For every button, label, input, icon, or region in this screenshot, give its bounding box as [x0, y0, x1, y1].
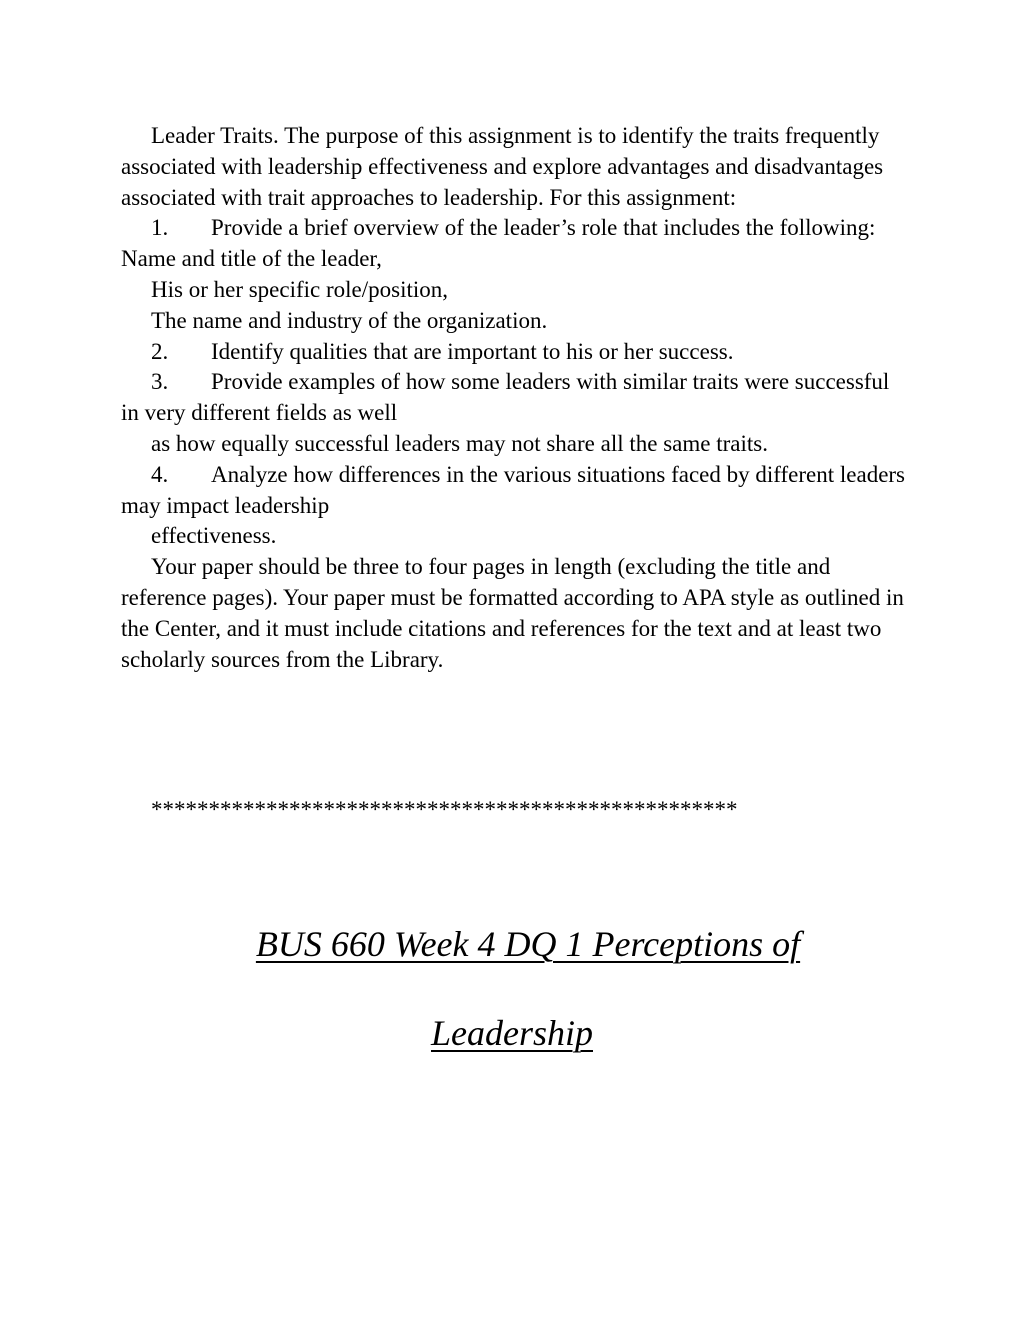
heading-line-1-text: BUS 660 Week 4 DQ 1 Perceptions of [255, 924, 801, 964]
list-number-3: 3. [151, 369, 169, 395]
list-number-1: 1. [151, 215, 169, 241]
list-item-2 [121, 337, 911, 368]
list-item-3-text: Provide examples of how some leaders with similar traits were successful in very different fields as well [121, 369, 890, 426]
list-item-4-text: Analyze how differences in the various situations faced by different leaders may impact leadership [121, 461, 906, 518]
asterisk-separator: *************************************************** [151, 797, 738, 822]
list-item-1-line-3: The name and industry of the organization. [151, 307, 548, 333]
list-item-3 [121, 367, 911, 429]
heading-line-2-text: Leadership [431, 1013, 593, 1053]
list-item-1-text: Provide a brief overview of the leader’s role that includes the following: Name and title of the leader, [121, 215, 876, 272]
list-item-4 [121, 460, 911, 522]
list-item-3-line-2: as how equally successful leaders may not share all the same traits. [151, 430, 768, 456]
list-number-2: 2. [151, 338, 169, 364]
list-item-1 [121, 213, 911, 275]
list-item-2-text: Identify qualities that are important to his or her success. [211, 338, 734, 364]
document-heading-line-2 [0, 1011, 1024, 1055]
closing-paragraph: Your paper should be three to four pages in length (excluding the title and reference pages). Your paper must be formatted according to APA style as outlined in the Center, and it must include citations and references for the text and at least two scholarly sources from the Library. [121, 554, 904, 672]
intro-paragraph: Leader Traits. The purpose of this assignment is to identify the traits frequently associated with leadership effectiveness and explore advantages and disadvantages associated with trait approaches to leadership. For this assignment: [121, 123, 884, 210]
list-item-4-line-2: effectiveness. [151, 523, 277, 549]
assignment-text [121, 121, 911, 675]
list-item-1-line-2: His or her specific role/position, [151, 276, 449, 302]
list-number-4: 4. [151, 461, 169, 487]
document-heading-line-1 [16, 922, 1024, 966]
